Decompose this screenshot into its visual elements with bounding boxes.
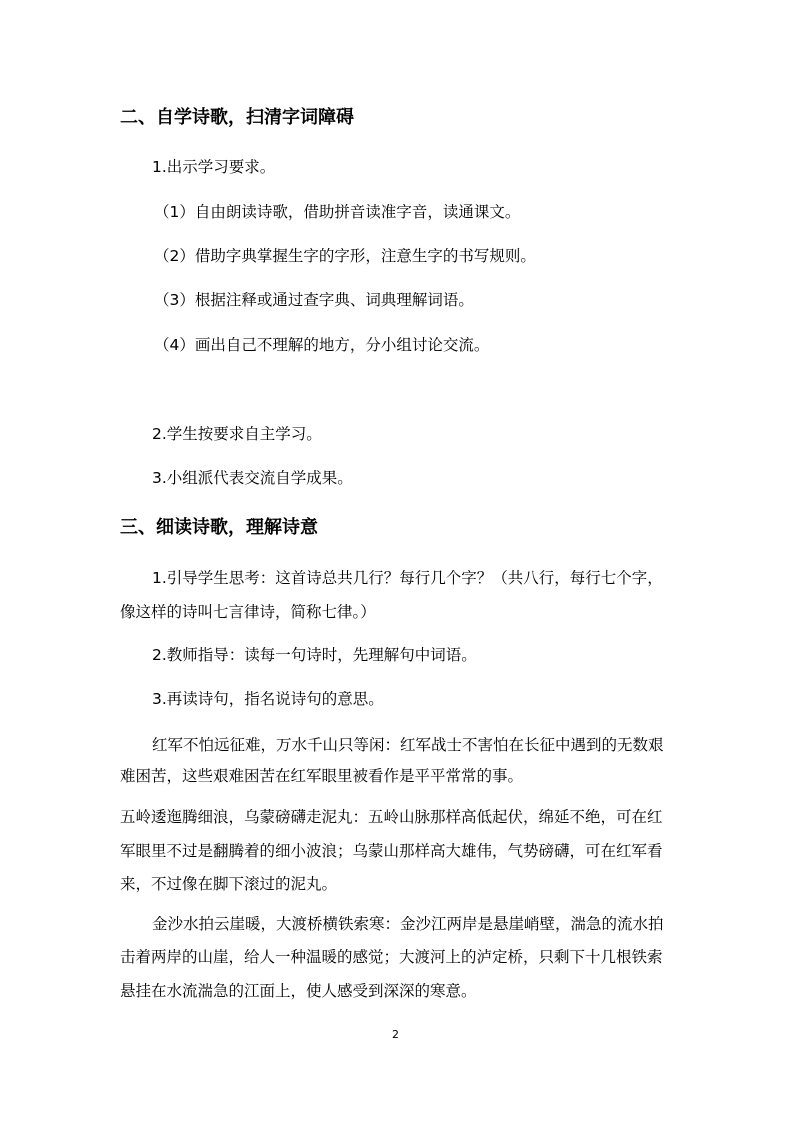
paragraph-3-line-1: 金沙水拍云崖暖，大渡桥横铁索寒：金沙江两岸是悬崖峭壁，湍急的流水拍	[152, 915, 664, 933]
list-item-3: 3.小组派代表交流自学成果。	[152, 469, 353, 487]
section-heading-3: 三、细读诗歌，理解诗意	[120, 517, 318, 538]
list-item-1: 1.出示学习要求。	[152, 158, 276, 176]
paragraph-2-line-2: 军眼里不过是翻腾着的细小波浪；乌蒙山那样高大雄伟，气势磅礴，可在红军看	[120, 842, 663, 860]
paragraph-1-line-2: 难困苦，这些艰难困苦在红军眼里被看作是平平常常的事。	[120, 767, 524, 785]
page-number: 2	[392, 1028, 399, 1041]
list-item-2: 2.教师指导：读每一句诗时，先理解句中词语。	[152, 646, 477, 664]
list-item-1-line-1: 1.引导学生思考：这首诗总共几行？每行几个字？（共八行，每行七个字，	[152, 569, 663, 587]
requirement-2: （2）借助字典掌握生字的字形，注意生字的书写规则。	[154, 247, 536, 265]
paragraph-3-line-3: 悬挂在水流湍急的江面上，使人感受到深深的寒意。	[120, 982, 477, 1000]
paragraph-3-line-2: 击着两岸的山崖，给人一种温暖的感觉；大渡河上的泸定桥，只剩下十几根铁索	[120, 948, 663, 966]
paragraph-2-line-1: 五岭逶迤腾细浪，乌蒙磅礴走泥丸：五岭山脉那样高低起伏，绵延不绝，可在红	[120, 808, 663, 826]
requirement-3: （3）根据注释或通过查字典、词典理解词语。	[154, 291, 474, 309]
requirement-1: （1）自由朗读诗歌，借助拼音读准字音，读通课文。	[154, 203, 521, 221]
requirement-4: （4）画出自己不理解的地方，分小组讨论交流。	[154, 336, 490, 354]
list-item-3: 3.再读诗句，指名说诗句的意思。	[152, 690, 384, 708]
paragraph-2-line-3: 来，不过像在脚下滚过的泥丸。	[120, 875, 338, 893]
list-item-2: 2.学生按要求自主学习。	[152, 425, 322, 443]
list-item-1-line-2: 像这样的诗叫七言律诗，简称七律。）	[120, 603, 376, 621]
section-heading-2: 二、自学诗歌，扫清字词障碍	[120, 107, 354, 128]
paragraph-1-line-1: 红军不怕远征难，万水千山只等闲：红军战士不害怕在长征中遇到的无数艰	[152, 736, 664, 754]
